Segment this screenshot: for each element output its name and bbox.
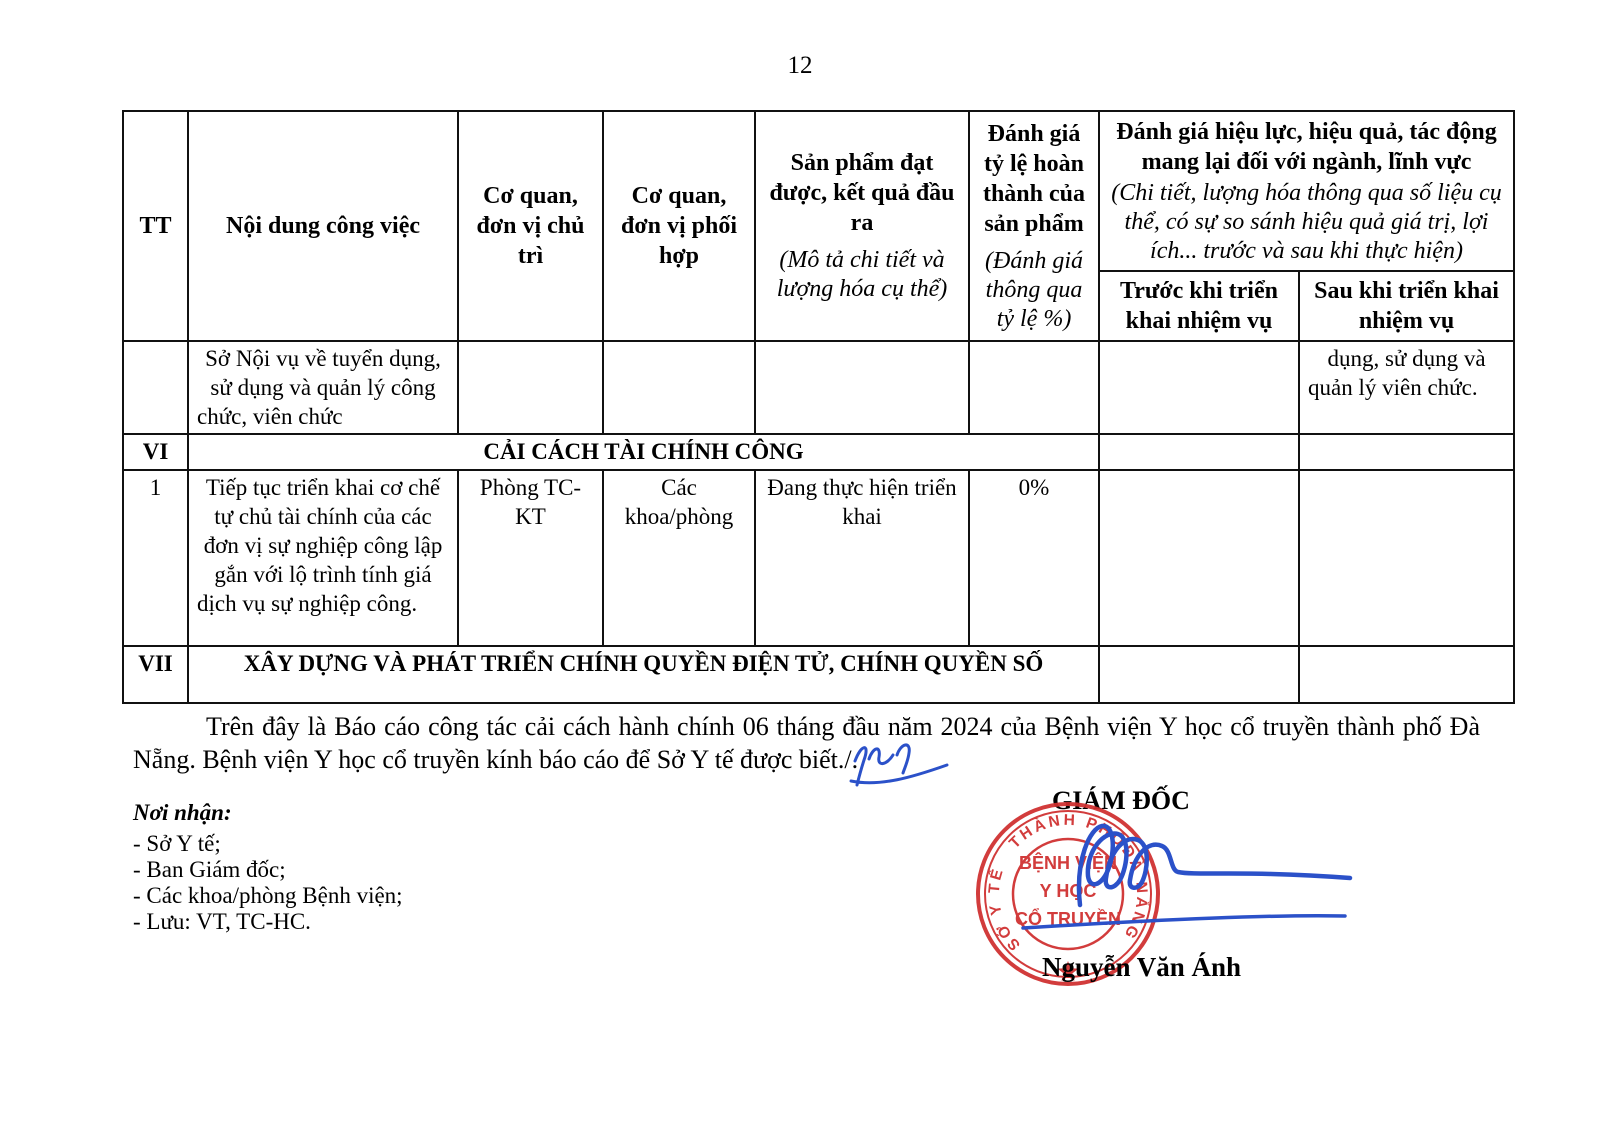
column-header-danh-gia-note: (Chi tiết, lượng hóa thông qua số liệu cụ thể, có sự so sánh hiệu quả giá trị, lợi ích... trước và sau khi thực hiện) (1111, 179, 1502, 264)
closing-paragraph: Trên đây là Báo cáo công tác cải cách hành chính 06 tháng đầu năm 2024 của Bệnh viện Y học cổ truyền thành phố Đà Nẵng. Bệnh viện Y học cổ truyền kính báo cáo để Sở Y tế được biết./. (133, 712, 1480, 774)
cell-noi-dung: Tiếp tục triển khai cơ chế tự chủ tài chính của các đơn vị sự nghiệp công lập gắn với lộ trình tính giá dịch vụ sự nghiệp công. (188, 470, 458, 646)
stamp-center-line3: CỔ TRUYỀN (1014, 909, 1122, 929)
empty-cell (969, 341, 1099, 434)
recipient-item: - Lưu: VT, TC-HC. (133, 909, 311, 934)
cell-san-pham: Đang thực hiện triển khai (755, 470, 969, 646)
column-header-danh-gia-main: Đánh giá hiệu lực, hiệu quả, tác động mang lại đối với ngành, lĩnh vực (1116, 118, 1497, 175)
column-header-danh-gia (1099, 111, 1514, 271)
empty-cell (1099, 470, 1299, 646)
column-header-san-pham (755, 111, 969, 341)
stamp-ring-text-right: ĐÀ NẴNG (1118, 842, 1151, 944)
signer-name: Nguyễn Văn Ánh (1042, 952, 1242, 982)
table-row-item-1 (123, 470, 1514, 646)
column-header-ty-le-note: (Đánh giá thông qua tỷ lệ %) (985, 247, 1083, 332)
column-header-tt: TT (123, 111, 188, 341)
stamp-center-line1: BỆNH VIỆN (1018, 853, 1118, 873)
recipient-item: - Ban Giám đốc; (133, 857, 286, 882)
empty-cell (1099, 646, 1299, 703)
stamp-ring-text-top: THÀNH PHỐ (1006, 811, 1130, 852)
signer-role-title: GIÁM ĐỐC (1052, 786, 1190, 815)
empty-cell (1299, 470, 1514, 646)
column-header-ty-le (969, 111, 1099, 341)
cell-noi-dung: Sở Nội vụ về tuyển dụng, sử dụng và quản lý công chức, viên chức (188, 341, 458, 434)
column-header-san-pham-main: Sản phẩm đạt được, kết quả đầu ra (769, 150, 955, 236)
cell-phoi-hop: Các khoa/phòng (603, 470, 755, 646)
recipients-block (133, 800, 403, 935)
empty-cell (755, 341, 969, 434)
empty-cell (1299, 646, 1514, 703)
cell-sau-khi: dụng, sử dụng và quản lý viên chức. (1299, 341, 1514, 434)
cell-section-number: VI (123, 434, 188, 470)
column-header-noi-dung: Nội dung công việc (188, 111, 458, 341)
recipient-item: - Các khoa/phòng Bệnh viện; (133, 883, 403, 908)
column-header-truoc: Trước khi triển khai nhiệm vụ (1099, 271, 1299, 341)
empty-cell (458, 341, 603, 434)
empty-cell (123, 341, 188, 434)
cell-section-title: CẢI CÁCH TÀI CHÍNH CÔNG (188, 434, 1099, 470)
column-header-chu-tri: Cơ quan, đơn vị chủ trì (458, 111, 603, 341)
stamp-center-line2: Y HỌC (1039, 881, 1097, 901)
column-header-ty-le-main: Đánh giá tỷ lệ hoàn thành của sản phẩm (982, 120, 1086, 237)
column-header-san-pham-note: (Mô tả chi tiết và lượng hóa cụ thể) (776, 247, 948, 302)
empty-cell (603, 341, 755, 434)
page-number: 12 (787, 52, 813, 79)
empty-cell (1099, 341, 1299, 434)
recipients-title: Nơi nhận: (133, 800, 232, 825)
initials-stroke (851, 745, 947, 785)
cell-section-title: XÂY DỰNG VÀ PHÁT TRIỂN CHÍNH QUYỀN ĐIỆN TỬ, CHÍNH QUYỀN SỐ (188, 646, 1099, 703)
cell-tt: 1 (123, 470, 188, 646)
cell-section-number: VII (123, 646, 188, 703)
cell-ty-le: 0% (969, 470, 1099, 646)
signature-stroke (1079, 826, 1350, 905)
table-row-section-vii (123, 646, 1514, 703)
signature-ink (1020, 790, 1360, 950)
cell-chu-tri: Phòng TC-KT (458, 470, 603, 646)
signature-underline (1023, 916, 1345, 928)
table-row-continuation (123, 341, 1514, 434)
empty-cell (1099, 434, 1299, 470)
column-header-sau: Sau khi triển khai nhiệm vụ (1299, 271, 1514, 341)
report-table (122, 110, 1515, 704)
column-header-phoi-hop: Cơ quan, đơn vị phối hợp (603, 111, 755, 341)
table-row-section-vi (123, 434, 1514, 470)
empty-cell (1299, 434, 1514, 470)
stamp-ring-text-left: SỞ Y TẾ (985, 864, 1024, 954)
recipient-item: - Sở Y tế; (133, 831, 221, 856)
initials-ink (845, 733, 955, 793)
